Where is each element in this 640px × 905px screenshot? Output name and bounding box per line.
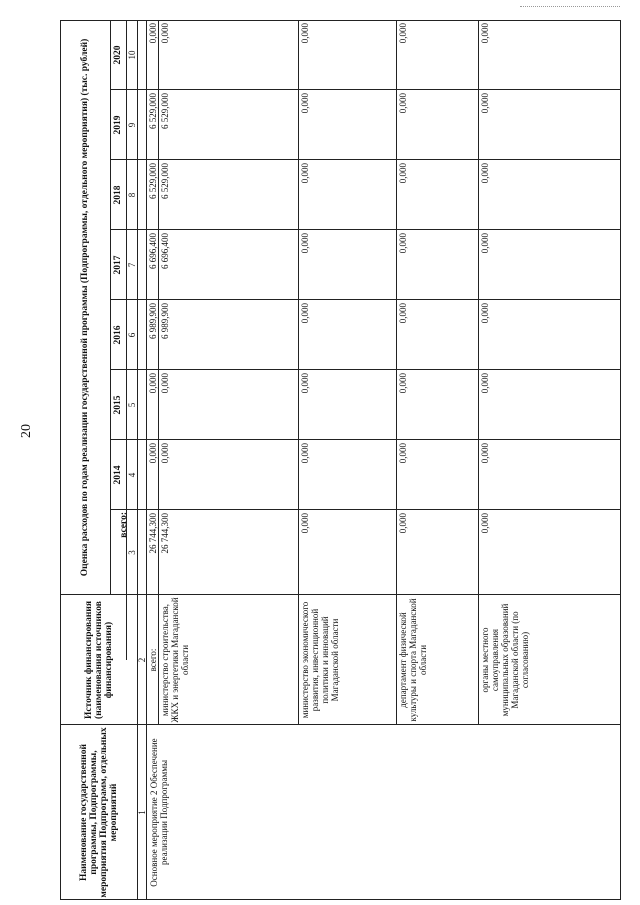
value-cell: 0,000	[480, 373, 490, 394]
value-cell: 0,000	[480, 303, 490, 324]
value-cell: 0,000	[160, 373, 170, 394]
header-year-2018: 2018	[113, 185, 123, 205]
value-cell: 0,000	[148, 443, 158, 464]
funding-source-cell: министерство экономического развития, инвестиционной политики и инноваций Магаданской области	[300, 601, 340, 719]
value-cell: 0,000	[160, 23, 170, 44]
value-cell: 0,000	[300, 23, 310, 44]
value-cell: 0,000	[480, 443, 490, 464]
page-number: 20	[19, 424, 34, 438]
column-number-4: 4	[126, 472, 137, 478]
column-number-5: 5	[126, 402, 137, 408]
column-number-3: 3	[126, 550, 137, 555]
value-cell: 6 529,000	[160, 93, 170, 129]
value-cell: 6 529,000	[148, 163, 158, 199]
value-cell: 0,000	[300, 163, 310, 184]
funding-source-cell: департамент физической культуры и спорта Магаданской области	[398, 598, 428, 722]
value-cell: 0,000	[398, 163, 408, 184]
value-cell: 0,000	[398, 93, 408, 114]
column-number-1: 1	[136, 810, 147, 815]
column-number-10: 10	[126, 50, 137, 60]
value-cell: 0,000	[480, 23, 490, 44]
header-total: всего:	[118, 512, 129, 538]
scan-mark	[520, 6, 620, 7]
funding-source-cell: министерство строительства, ЖКХ и энергетики Магаданской области	[160, 597, 190, 723]
measure-name-cell: Основное мероприятие 2 Обеспечение реализации Подпрограммы	[149, 738, 169, 887]
value-cell: 0,000	[480, 513, 490, 534]
value-cell: 0,000	[398, 373, 408, 394]
header-year-2017: 2017	[113, 255, 123, 275]
value-cell: 0,000	[160, 443, 170, 464]
header-year-2019: 2019	[113, 115, 123, 135]
value-cell: 0,000	[300, 233, 310, 254]
value-cell: 0,000	[398, 233, 408, 254]
value-cell: 0,000	[300, 373, 310, 394]
value-cell: 26 744,300	[148, 513, 158, 554]
column-number-9: 9	[126, 122, 137, 128]
value-cell: 6 696,400	[148, 233, 158, 269]
column-number-2: 2	[136, 657, 147, 663]
header-year-2020: 2020	[113, 45, 123, 65]
header-year-2015: 2015	[113, 395, 123, 415]
column-number-6: 6	[126, 332, 137, 338]
value-cell: 0,000	[300, 93, 310, 114]
value-cell: 0,000	[148, 373, 158, 394]
value-cell: 0,000	[148, 23, 158, 44]
column-number-8: 8	[126, 192, 137, 198]
value-cell: 26 744,300	[160, 513, 170, 554]
value-cell: 6 989,900	[160, 303, 170, 339]
header-estimate: Оценка расходов по годам реализации государственной программы (Подпрограммы, отдельного мероприятия) (тыс. рублей)	[80, 38, 90, 577]
funding-source-cell: органы местного самоуправления муниципальных образований Магаданской области (по согласованию)	[480, 603, 530, 717]
value-cell: 6 989,900	[148, 303, 158, 339]
value-cell: 0,000	[480, 233, 490, 254]
funding-source-cell: всего:	[148, 648, 158, 672]
budget-table-body	[60, 20, 620, 900]
value-cell: 0,000	[300, 513, 310, 534]
value-cell: 0,000	[300, 443, 310, 464]
header-funding-source: Источник финансирования (наименования источников финансирования)	[83, 601, 114, 720]
value-cell: 0,000	[398, 443, 408, 464]
value-cell: 0,000	[398, 23, 408, 44]
value-cell: 6 696,400	[160, 233, 170, 269]
value-cell: 0,000	[480, 93, 490, 114]
value-cell: 6 529,000	[160, 163, 170, 199]
header-measure-name: Наименование государственной программы, Подпрограммы, мероприятия Подпрограмм, отдельных мероприятий	[78, 727, 119, 898]
column-number-7: 7	[126, 262, 137, 268]
value-cell: 6 529,000	[148, 93, 158, 129]
header-year-2016: 2016	[113, 325, 123, 345]
value-cell: 0,000	[398, 513, 408, 534]
value-cell: 0,000	[480, 163, 490, 184]
value-cell: 0,000	[398, 303, 408, 324]
value-cell: 0,000	[300, 303, 310, 324]
header-year-2014: 2014	[113, 465, 123, 485]
